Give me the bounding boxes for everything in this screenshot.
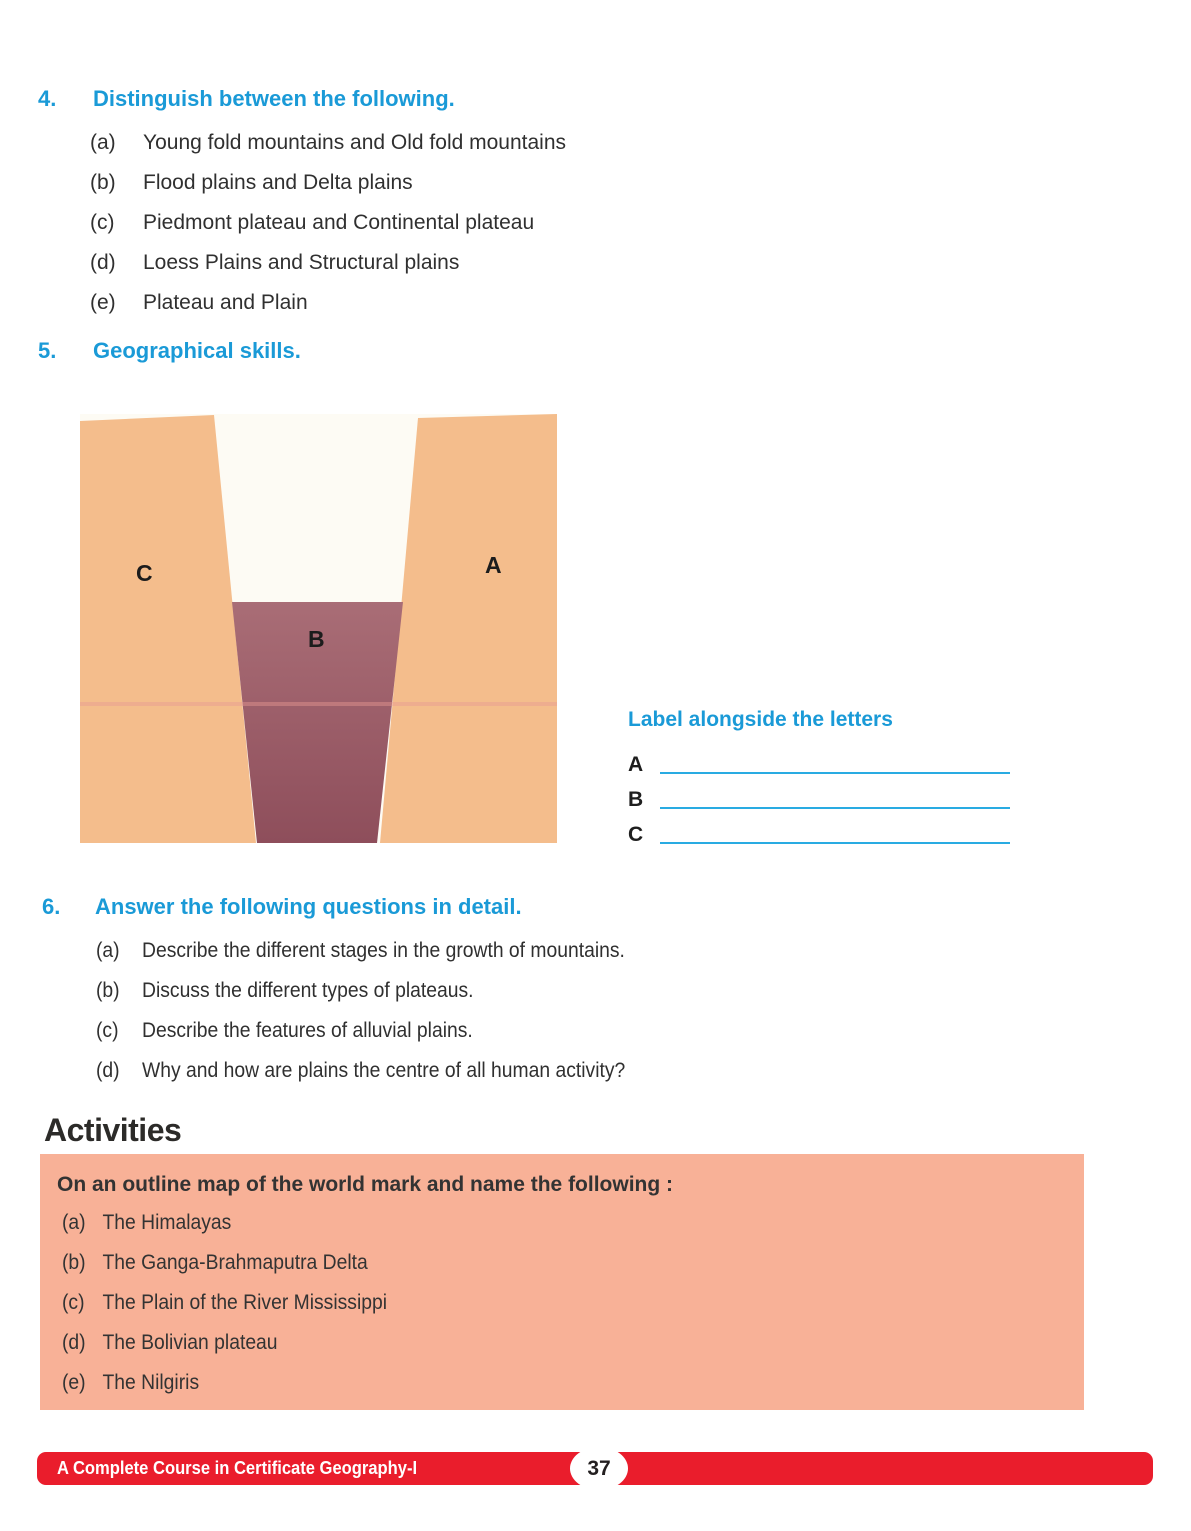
answer-letter: B: [628, 788, 644, 811]
activities-heading: Activities: [44, 1112, 182, 1148]
list-item: [90, 290, 566, 316]
item-text: Flood plains and Delta plains: [143, 171, 413, 194]
list-item: [96, 1018, 625, 1044]
list-item: [96, 978, 625, 1004]
question-4-number: 4.: [38, 86, 57, 111]
answer-line-c[interactable]: [660, 820, 1010, 844]
item-text: The Plain of the River Mississippi: [102, 1291, 388, 1314]
item-text: Discuss the different types of plateaus.: [142, 979, 474, 1002]
item-label: (b): [96, 979, 120, 1002]
item-label: (d): [62, 1331, 86, 1354]
item-label: (e): [90, 291, 116, 314]
list-item: [62, 1330, 387, 1356]
figure-letter-c: C: [136, 560, 153, 586]
figure-letter-b: B: [308, 626, 325, 652]
page-number-badge: [570, 1447, 628, 1490]
question-4-title: Distinguish between the following.: [93, 86, 455, 111]
item-text: Plateau and Plain: [143, 291, 308, 314]
item-label: (b): [90, 171, 116, 194]
answer-letter: C: [628, 823, 644, 846]
item-label: (c): [62, 1291, 85, 1314]
list-item: [90, 250, 566, 276]
question-5-title: Geographical skills.: [93, 338, 301, 363]
answer-row-c: [628, 812, 1010, 847]
item-text: The Himalayas: [102, 1211, 232, 1234]
answer-row-b: [628, 777, 1010, 812]
label-panel-title: Label alongside the letters: [628, 708, 893, 731]
item-text: Describe the features of alluvial plains.: [142, 1019, 473, 1042]
item-text: Describe the different stages in the growth of mountains.: [142, 939, 625, 962]
activities-box: [40, 1154, 1084, 1410]
item-text: Loess Plains and Structural plains: [143, 251, 460, 274]
figure-letter-a: A: [485, 552, 502, 578]
question-6-title: Answer the following questions in detail.: [95, 894, 522, 919]
list-item: [62, 1370, 387, 1396]
page-number: 37: [587, 1456, 611, 1480]
activities-intro: On an outline map of the world mark and name the following :: [57, 1173, 674, 1196]
list-item: [90, 170, 566, 196]
item-text: The Ganga-Brahmaputra Delta: [102, 1251, 368, 1274]
item-text: The Bolivian plateau: [102, 1331, 278, 1354]
list-item: [62, 1250, 387, 1276]
list-item: [62, 1210, 387, 1236]
question-5-number: 5.: [38, 338, 57, 363]
answer-letter: A: [628, 753, 644, 776]
list-item: [90, 210, 566, 236]
list-item: [62, 1290, 387, 1316]
list-item: [96, 938, 625, 964]
answer-line-a[interactable]: [660, 750, 1010, 774]
item-text: The Nilgiris: [102, 1371, 200, 1394]
item-label: (a): [62, 1211, 86, 1234]
item-label: (b): [62, 1251, 86, 1274]
activities-items: [62, 1210, 415, 1410]
list-item: [96, 1058, 625, 1084]
question-6-items: [96, 938, 671, 1098]
question-4-items: [90, 130, 566, 330]
item-text: Young fold mountains and Old fold mountains: [143, 131, 567, 154]
item-label: (d): [96, 1059, 120, 1082]
photo-artifact-line: [80, 702, 557, 706]
item-label: (a): [90, 131, 116, 154]
item-label: (c): [96, 1019, 119, 1042]
item-label: (e): [62, 1371, 86, 1394]
item-text: Why and how are plains the centre of all human activity?: [142, 1059, 626, 1082]
question-6-number: 6.: [42, 894, 61, 919]
answer-row-a: [628, 742, 1010, 777]
item-text: Piedmont plateau and Continental plateau: [143, 211, 535, 234]
book-title: A Complete Course in Certificate Geography-I: [57, 1458, 418, 1478]
answer-line-b[interactable]: [660, 785, 1010, 809]
item-label: (c): [90, 211, 115, 234]
label-panel: [628, 708, 1010, 847]
item-label: (d): [90, 251, 116, 274]
rift-valley-figure: [80, 414, 557, 843]
item-label: (a): [96, 939, 120, 962]
list-item: [90, 130, 566, 156]
